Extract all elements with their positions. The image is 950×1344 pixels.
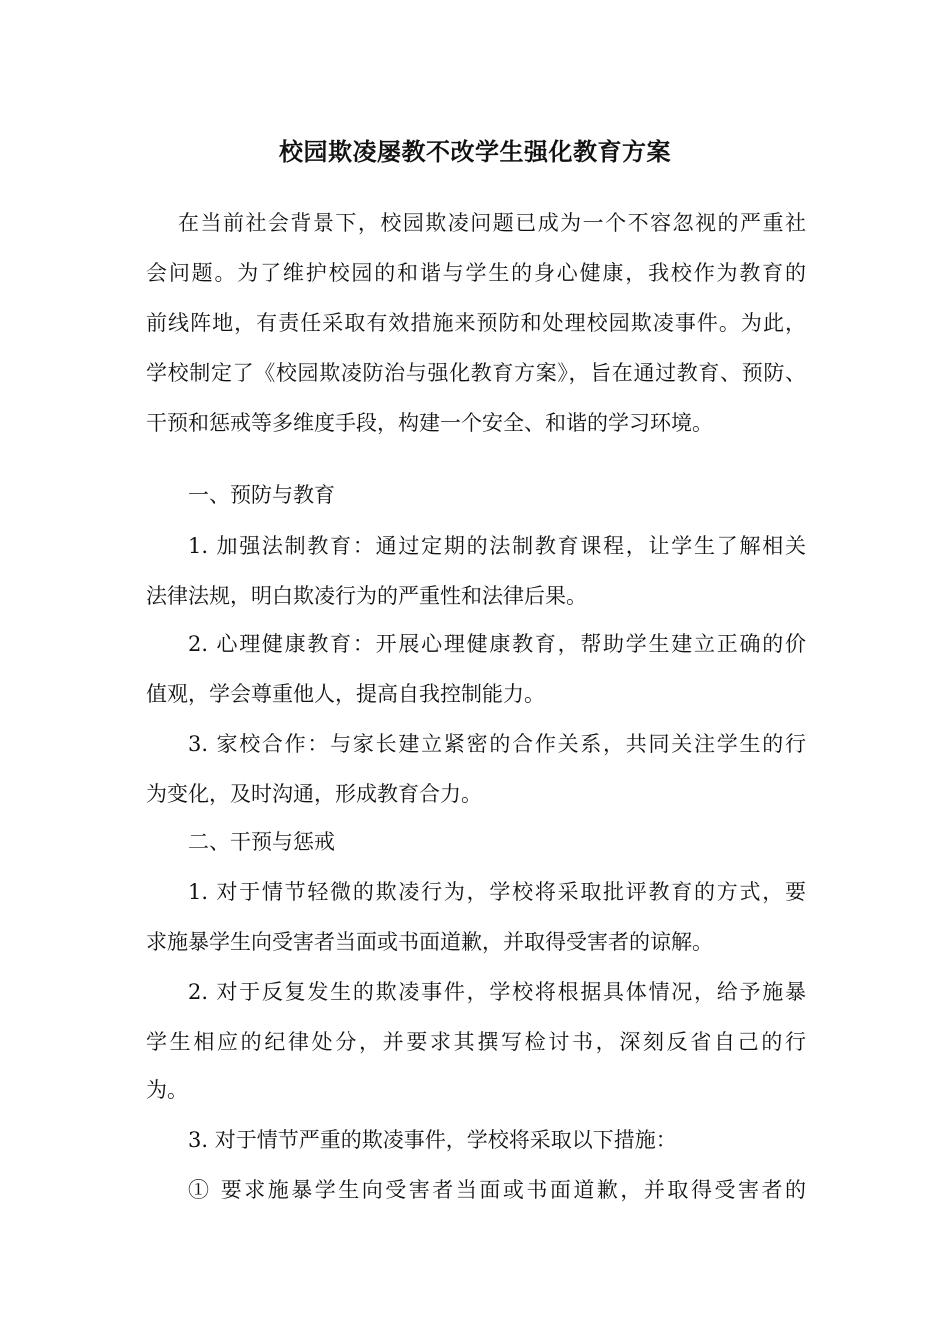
- sub-list-item-line: ① 要求施暴学生向受害者当面或书面道歉，并取得受害者的: [188, 1178, 806, 1202]
- intro-line-4: 学校制定了《校园欺凌防治与强化教育方案》，旨在通过教育、预防、: [146, 361, 806, 385]
- section-heading-intervention: 二、干预与惩戒: [188, 830, 335, 854]
- list-item-line: 为变化，及时沟通，形成教育合力。: [146, 782, 482, 806]
- list-item-line: 2. 心理健康教育：开展心理健康教育，帮助学生建立正确的价: [188, 632, 806, 656]
- intro-line-2: 会问题。为了维护校园的和谐与学生的身心健康，我校作为教育的: [146, 261, 806, 285]
- list-item-line: 3. 对于情节严重的欺凌事件，学校将采取以下措施：: [188, 1128, 677, 1152]
- list-item-line: 值观，学会尊重他人，提高自我控制能力。: [146, 682, 545, 706]
- list-item-line: 1. 对于情节轻微的欺凌行为，学校将采取批评教育的方式，要: [188, 880, 806, 904]
- list-item-line: 3. 家校合作：与家长建立紧密的合作关系，共同关注学生的行: [188, 732, 806, 756]
- list-item-line: 学生相应的纪律处分，并要求其撰写检讨书，深刻反省自己的行: [146, 1030, 806, 1054]
- list-item-line: 求施暴学生向受害者当面或书面道歉，并取得受害者的谅解。: [146, 930, 713, 954]
- intro-line-5: 干预和惩戒等多维度手段，构建一个安全、和谐的学习环境。: [146, 411, 713, 435]
- list-item-line: 为。: [146, 1078, 188, 1102]
- intro-line-1: 在当前社会背景下，校园欺凌问题已成为一个不容忽视的严重社: [178, 211, 806, 235]
- list-item-line: 2. 对于反复发生的欺凌事件，学校将根据具体情况，给予施暴: [188, 980, 806, 1004]
- document-title: 校园欺凌屡教不改学生强化教育方案: [279, 137, 671, 166]
- list-item-line: 1. 加强法制教育：通过定期的法制教育课程，让学生了解相关: [188, 534, 806, 558]
- section-heading-prevention: 一、预防与教育: [188, 483, 335, 507]
- intro-line-3: 前线阵地，有责任采取有效措施来预防和处理校园欺凌事件。为此，: [146, 311, 806, 335]
- list-item-line: 法律法规，明白欺凌行为的严重性和法律后果。: [146, 584, 587, 608]
